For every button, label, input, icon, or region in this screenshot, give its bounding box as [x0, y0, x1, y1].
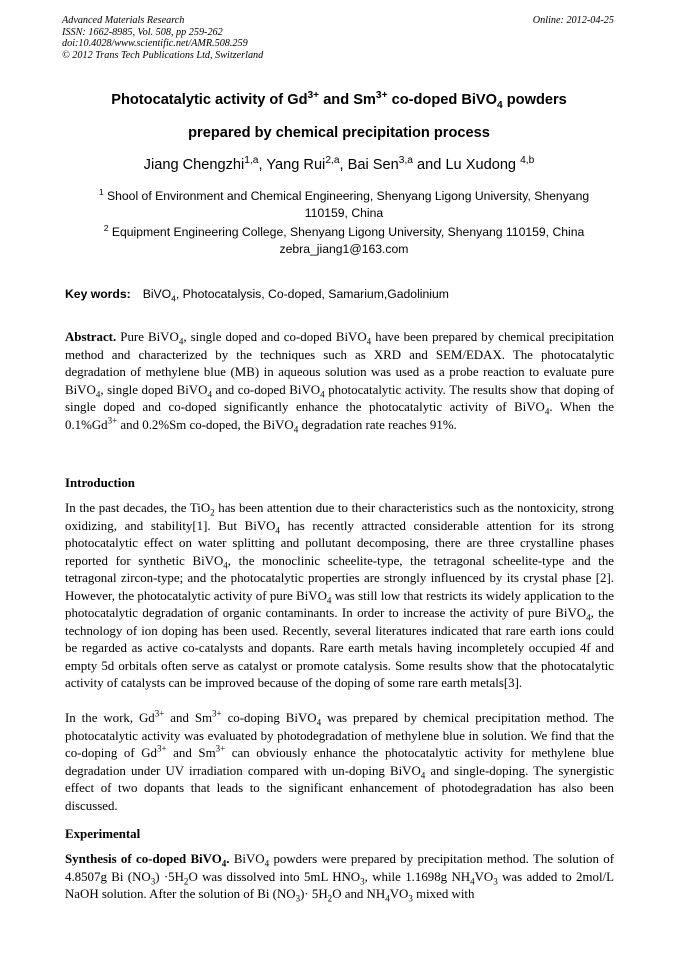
- doi: doi:10.4028/www.scientific.net/AMR.508.259: [62, 38, 248, 50]
- experimental-paragraph: Synthesis of co-doped BiVO$_4$. BiVO$_4$ powders were prepared by precipitation method. The solution of 4.8507g Bi $(NO_3) \cdot 5H_2O$ was dissolved into 5mL $HNO_3$, while 1.1698g $NH_4VO_3$ was added to 2mol/L NaOH solution. After the solution of Bi $(NO_3)\cdot 5H_2O$ and $NH_4VO_3$ mixed with: [65, 852, 614, 904]
- keywords: Key words: BiVO$_4$, Photocatalysis, Co-doped, Samarium,Gadolinium: [65, 287, 449, 304]
- introduction-heading: Introduction: [65, 476, 135, 490]
- affiliation-2: $^2$ Equipment Engineering College, Shenyang Ligong University, Shenyang 110159, China: [103, 222, 585, 239]
- abstract: Abstract. Pure BiVO$_4$, single doped and co-doped BiVO$_4$ have been prepared by chemical precipitation method and characterized by the techniques such as XRD and SEM/EDAX. The photocatalytic degradation of methylene blue (MB) in aqueous solution was used as a probe reaction to evaluate pure BiVO$_4$, single doped BiVO$_4$ and co-doped BiVO$_4$ photocatalytic activity. The results show that doping of single doped and co-doped significantly enhance the photocatalytic activity of BiVO$_4$. When the $0.1\%Gd^{3+}$ and 0.2%Sm co-doped, the BiVO$_4$ degradation rate reaches 91%.: [65, 330, 614, 435]
- experimental-heading: Experimental: [65, 827, 141, 841]
- introduction-paragraph-1: In the past decades, the TiO$_2$ has been attention due to their characteristics such as the nontoxicity, strong oxidizing, and stability[1]. But BiVO$_4$ has recently attracted considerable attention for its strong photocatalytic effect on water splitting and pollutant decomposing, there are three crystalline phases reported for synthetic BiVO$_4$, the monoclinic scheelite-type, the tetragonal scheelite-type and the tetragonal zircon-type; and the photocatalytic properties are strongly influenced by its crystal phase [2]. However, the photocatalytic activity of pure BiVO$_4$ was still low that restricts its widely application to the photocatalytic degradation of organic contaminants. In order to increase the activity of pure BiVO$_4$, the technology of ion doping has been used. Recently, several literatures indicated that rare earth ions could be regarded as active co-catalysts and dopants. Rare earth metals having incompletely occupied 4f and empty 5d orbitals often serve as catalyst or promote catalysis. Some results show that the photocatalytic activity of catalysts can be improved because of the doping of some rare earth metals[3].: [65, 501, 615, 690]
- issn: ISSN: 1662-8985, Vol. 508, pp 259-262: [62, 26, 223, 38]
- online-date: Online: 2012-04-25: [532, 15, 614, 26]
- affiliation-1: $^1$ Shool of Environment and Chemical Engineering, Shenyang Ligong University, Shenyang 110159, China: [98, 186, 590, 220]
- title-line-1: Photocatalytic activity of $Gd^{3+}$ and $Sm^{3+}$ co-doped BiVO$_4$ powders: [111, 90, 567, 111]
- journal-header: [62, 15, 263, 61]
- title-line-2: prepared by chemical precipitation process: [188, 125, 490, 141]
- author-list: Jiang Chengzhi$^{1,a}$, Yang Rui$^{2,a}$, Bai Sen$^{3,a}$ and Lu Xudong $^{4,b}$: [143, 155, 535, 173]
- copyright: © 2012 Trans Tech Publications Ltd, Switzerland: [62, 49, 264, 61]
- introduction-paragraph-2: In the work, $Gd^{3+}$ and $Sm^{3+}$ co-doping BiVO$_4$ was prepared by chemical precipitation method. The photocatalytic activity was evaluated by photodegradation of methylene blue in solution. We find that the co-doping of $Gd^{3+}$ and $Sm^{3+}$ can obviously enhance the photocatalytic activity for methylene blue degradation under UV irradiation compared with un-doping BiVO$_4$ and single-doping. The synergistic effect of two dopants that leads to the significant enhancement of photodegradation has also been discussed.: [65, 708, 615, 813]
- synthesis-subheading: Synthesis of co-doped BiVO$_4$.: [65, 852, 230, 869]
- email: zebra_jiang1@163.com: [279, 242, 409, 256]
- journal-name: Advanced Materials Research: [62, 15, 185, 26]
